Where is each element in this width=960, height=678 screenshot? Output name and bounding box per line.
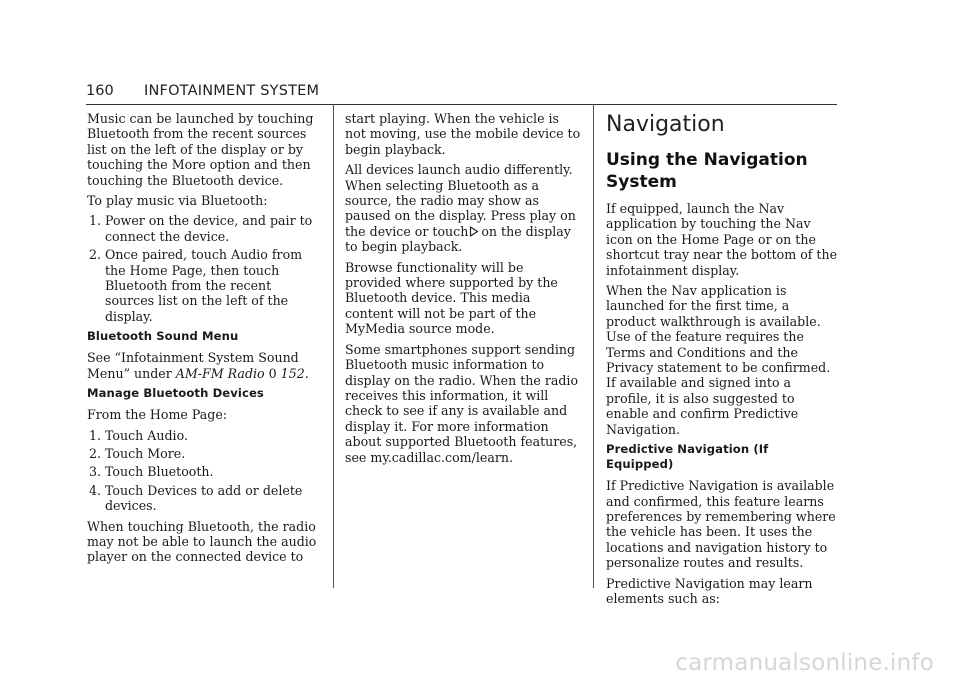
page-arrow-icon: 0 — [268, 365, 277, 381]
paragraph-text: on the display to begin playback. — [345, 223, 571, 255]
page-number: 160 — [86, 83, 114, 99]
column-divider — [333, 104, 334, 588]
list-number: 4. — [89, 482, 102, 498]
paragraph: When touching Bluetooth, the radio may not be able to launch the audio player on the connected device to — [87, 518, 317, 565]
paragraph: If Predictive Navigation is available and confirmed, this feature learns preferences by remembering where the vehicle has been. It uses the locations and navigation history to personalize routes and results. — [606, 478, 836, 571]
subheading-bluetooth-sound-menu: Bluetooth Sound Menu — [87, 329, 239, 344]
list-number: 2. — [89, 247, 102, 263]
list-text: Power on the device, and pair to connect the device. — [105, 213, 313, 244]
column-3 — [606, 111, 838, 611]
numbered-list — [87, 428, 323, 514]
list-text: Touch More. — [105, 445, 186, 461]
list-number: 1. — [89, 427, 102, 443]
subheading-manage-bluetooth-devices: Manage Bluetooth Devices — [87, 386, 264, 401]
list-item — [87, 483, 323, 514]
page-header — [86, 80, 837, 105]
cross-reference-link[interactable]: AM-FM Radio — [175, 365, 265, 381]
paragraph: If equipped, launch the Nav application by touching the Nav icon on the Home Page or on the shortcut tray near the bottom of the infotainment display. — [606, 201, 838, 278]
list-item — [87, 213, 323, 244]
list-item — [87, 446, 323, 461]
cross-reference-paragraph — [87, 350, 323, 381]
watermark: carmanualsonline.info — [675, 650, 934, 676]
list-text: Once paired, touch Audio from the Home Page, then touch Bluetooth from the recent sources list on the left of the display. — [105, 247, 303, 324]
list-text: Touch Devices to add or delete devices. — [105, 482, 303, 514]
list-item — [87, 464, 323, 479]
subsection-heading-using-navigation: Using the Navigation System — [606, 150, 808, 192]
section-heading-navigation: Navigation — [606, 112, 725, 137]
column-2 — [345, 111, 582, 470]
cross-reference-end: . — [304, 365, 309, 381]
paragraph-text: All devices launch audio differently. When selecting Bluetooth as a source, the radio may show as paused on the display. Press play on the device or touch — [345, 162, 576, 239]
numbered-list — [87, 213, 323, 324]
play-icon — [469, 226, 479, 237]
list-text: Touch Audio. — [105, 427, 188, 443]
list-item — [87, 247, 323, 324]
list-text: Touch Bluetooth. — [105, 464, 214, 480]
paragraph-play-instructions — [345, 162, 582, 254]
paragraph: Music can be launched by touching Bluetooth from the recent sources list on the left of the display or by touching the More option and then touching the Bluetooth device. — [87, 111, 314, 188]
paragraph: start playing. When the vehicle is not moving, use the mobile device to begin playback. — [345, 111, 581, 157]
list-item — [87, 428, 323, 443]
cross-reference-page[interactable]: 152 — [280, 365, 305, 381]
paragraph: Browse functionality will be provided where supported by the Bluetooth device. This media content will not be part of the MyMedia source mode. — [345, 259, 558, 337]
cross-reference-text: See “Infotainment System Sound Menu” under — [87, 350, 299, 381]
list-number: 2. — [89, 445, 102, 461]
section-title: INFOTAINMENT SYSTEM — [144, 83, 320, 99]
list-number: 1. — [89, 213, 102, 229]
paragraph: From the Home Page: — [87, 407, 228, 423]
paragraph: To play music via Bluetooth: — [87, 193, 268, 209]
list-number: 3. — [89, 464, 102, 480]
column-1 — [87, 111, 323, 570]
column-divider — [593, 104, 594, 588]
subheading-predictive-navigation: Predictive Navigation (If Equipped) — [606, 442, 769, 472]
paragraph: When the Nav application is launched for the first time, a product walkthrough is available. Use of the feature requires the Terms and Conditions and the Privacy statement to be confirmed. If available and signed into a profile, it is also suggested to enable and confirm Predictive Navigation. — [606, 283, 831, 437]
paragraph: Predictive Navigation may learn elements such as: — [606, 575, 813, 606]
paragraph: Some smartphones support sending Bluetooth music information to display on the radio. When the radio receives this information, it will check to see if any is available and display it. For more information about supported Bluetooth features, see my.cadillac.com/learn. — [345, 341, 579, 465]
